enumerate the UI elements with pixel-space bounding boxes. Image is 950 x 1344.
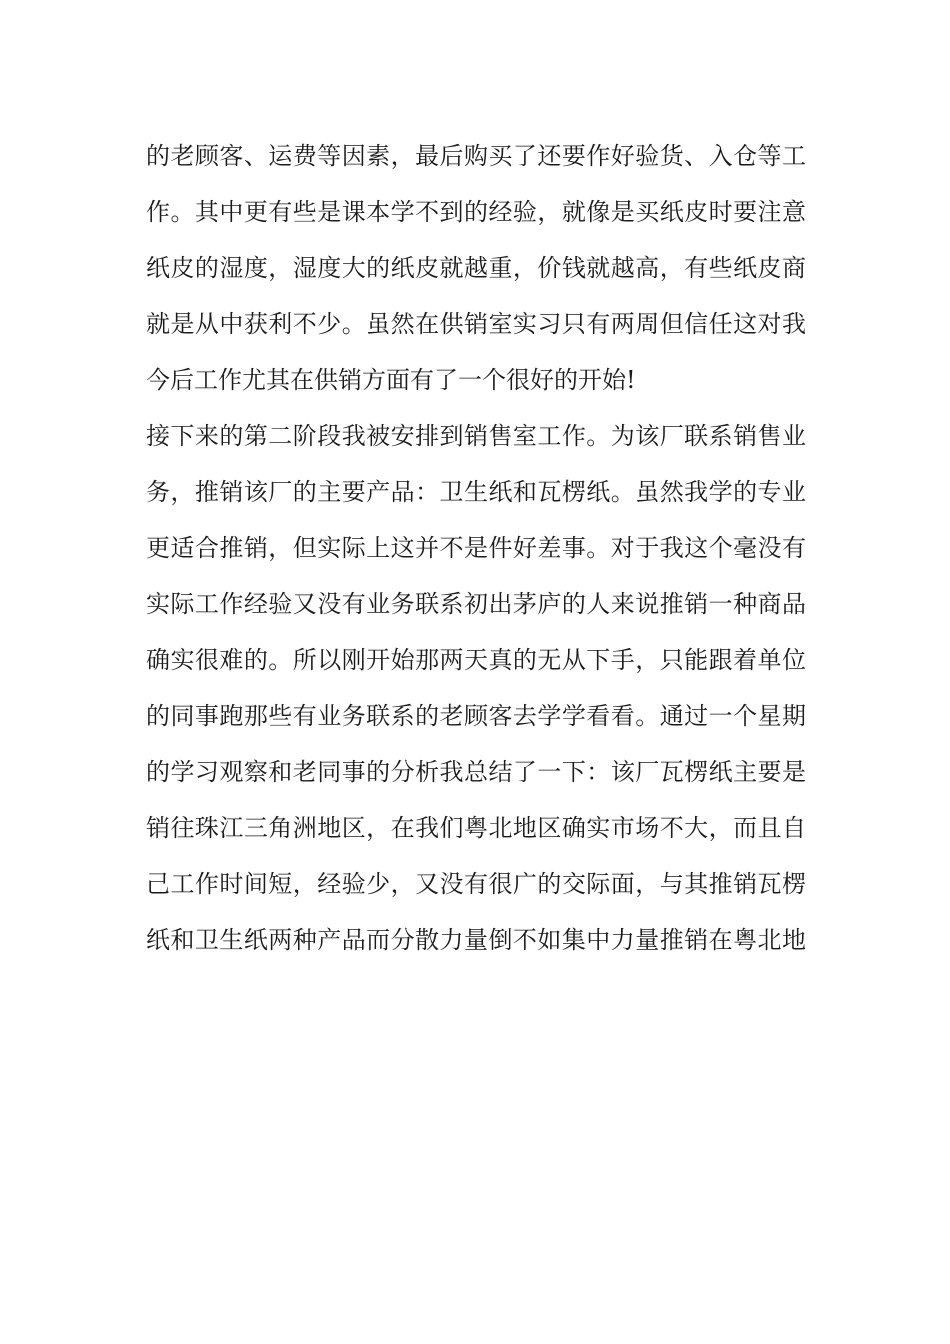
text-line: 务，推销该厂的主要产品：卫生纸和瓦楞纸。虽然我学的专业 [146,478,806,506]
text-line: 就是从中获利不少。虽然在供销室实习只有两周但信任这对我 [146,310,806,338]
text-line: 作。其中更有些是课本学不到的经验，就像是买纸皮时要注意 [146,198,806,226]
text-line: 纸皮的湿度，湿度大的纸皮就越重，价钱就越高，有些纸皮商 [146,254,806,282]
text-line: 确实很难的。所以刚开始那两天真的无从下手，只能跟着单位 [146,646,806,674]
text-line: 的同事跑那些有业务联系的老顾客去学学看看。通过一个星期 [146,702,806,730]
text-line: 己工作时间短，经验少，又没有很广的交际面，与其推销瓦楞 [146,870,806,898]
text-line: 的学习观察和老同事的分析我总结了一下：该厂瓦楞纸主要是 [146,758,806,786]
text-line: 的老顾客、运费等因素，最后购买了还要作好验货、入仓等工 [146,142,806,170]
text-line: 实际工作经验又没有业务联系初出茅庐的人来说推销一种商品 [146,590,806,618]
body-text [146,128,806,968]
text-line: 更适合推销，但实际上这并不是件好差事。对于我这个毫没有 [146,534,806,562]
text-line: 销往珠江三角洲地区，在我们粤北地区确实市场不大，而且自 [146,814,806,842]
text-line: 纸和卫生纸两种产品而分散力量倒不如集中力量推销在粤北地 [146,926,806,954]
paragraph-end-line: 今后工作尤其在供销方面有了一个很好的开始! [146,366,636,394]
text-line: 接下来的第二阶段我被安排到销售室工作。为该厂联系销售业 [146,422,806,450]
